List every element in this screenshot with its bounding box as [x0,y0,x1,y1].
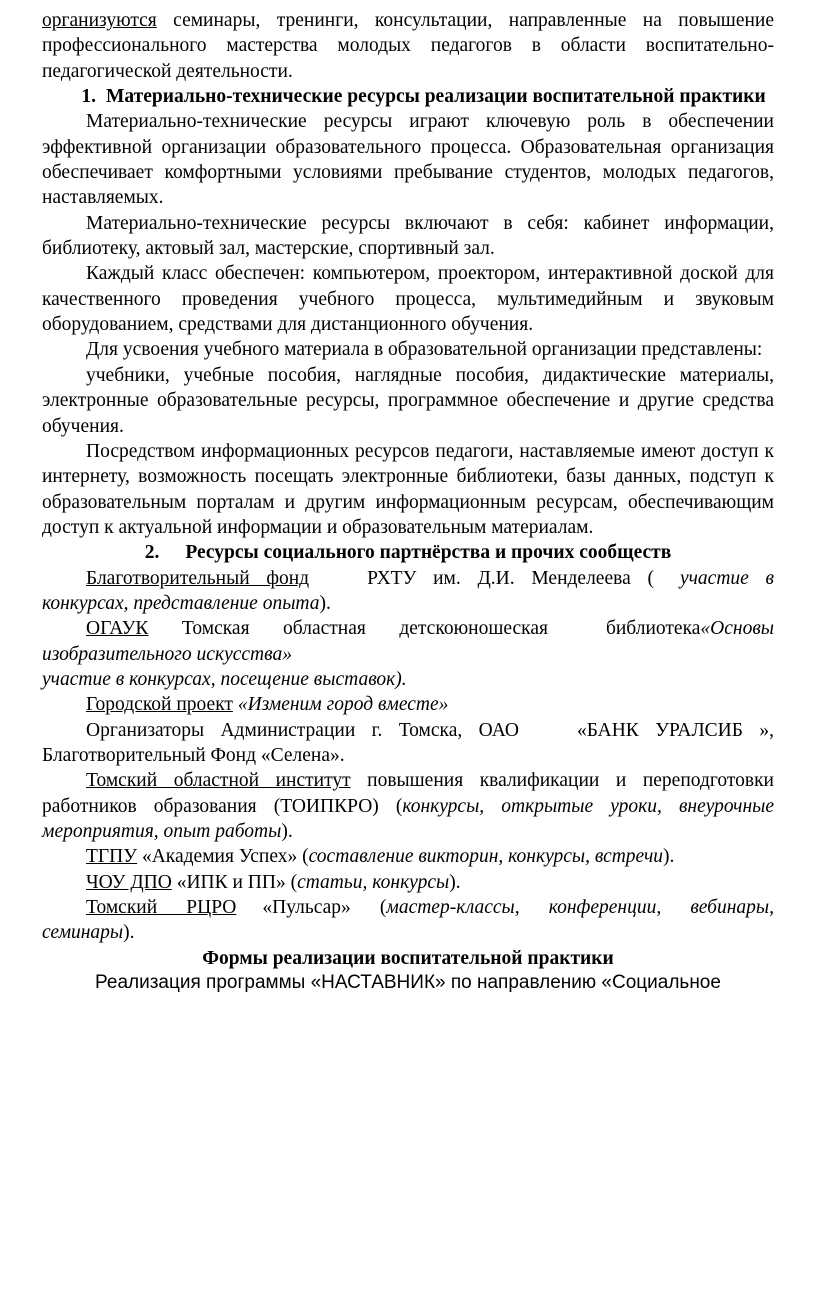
document-body [42,8,774,996]
paragraph-4: Каждый класс обеспечен: компьютером, проектором, интерактивной доской для качественного проведения учебного процесса, мультимедийным и звуковым оборудованием, средствами для дистанционного обучения. [42,263,774,336]
partner-chou-rest: «ИПК и ПП» ( [171,871,298,893]
partner-chou-tail: ). [449,871,461,893]
partner-organizers [42,718,774,769]
partner-library-rest-3: библиотека [605,618,701,640]
partner-city-project-label: Городской проект [86,694,233,716]
heading-2-number: 2. [144,542,160,564]
partner-fund-rest: РХТУ им. Д.И. Менделеева ( [367,567,654,589]
partner-toipkro-activities: конкурсы, открытые уроки, внеурочные мероприятия, опыт работы [42,795,774,842]
partner-chou [42,870,774,895]
partner-rcro-rest: «Пульсар» ( [262,897,387,919]
paragraph-6: учебники, учебные пособия, наглядные пособия, дидактические материалы, электронные образовательные ресурсы, программное обеспечение и другие средства обучения. [42,364,774,437]
partner-library-rest-1: Томская областная детско [181,618,454,640]
paragraph-last: Реализация программы «НАСТАВНИК» по направлению «Социальное [95,972,721,994]
partner-fund-activities: участие в конкурсах, представление опыта [42,567,774,614]
paragraph-3: Материально-технические ресурсы включают в себя: кабинет информации, библиотеку, актовый зал, мастерские, спортивный зал. [42,212,774,260]
partner-fund-tail: ). [319,592,331,614]
partner-fund-name: Благотворительный фонд [86,567,310,589]
partner-chou-name: ЧОУ ДПО [86,871,172,893]
partner-library [42,616,774,667]
partner-toipkro-name: Томский областной институт [86,770,351,792]
partner-library-rest-2: юношеская [453,618,548,640]
partner-rcro-activities: мастер-классы, конференции, вебинары, семинары [42,897,774,944]
partner-chou-activities: статьи, конкурсы [297,871,450,893]
partner-library-activities [42,667,774,692]
partner-library-activities-text: участие в конкурсах, посещение выставок [42,668,396,690]
partner-library-name: ОГАУК [86,618,149,640]
partner-rcro-name: Томский РЦРО [86,897,237,919]
heading-1-text: Материально-технические ресурсы реализации воспитательной практики [106,86,766,108]
heading-2 [42,540,774,565]
partner-tgpu-tail: ). [663,846,675,868]
partner-tgpu-rest: «Академия Успех» ( [137,846,309,868]
partner-fund [42,566,774,617]
partner-library-program: «Основы изобразительного искусства» [42,618,775,665]
partner-tgpu-activities: составление викторин, конкурсы, встречи [308,846,664,868]
paragraph-7: Посредством информационных ресурсов педагоги, наставляемые имеют доступ к интернету, возможность посещать электронные библиотеки, базы данных, подступ к образовательным порталам и другим информационным ресурсам, обеспечивающим доступ к актуальной информации и образовательным материалам. [42,440,774,538]
partner-rcro [42,895,774,946]
partner-city-project [42,692,774,717]
partner-city-project-name: «Изменим город вместе» [237,694,449,716]
underlined-word: организуются [42,10,157,31]
paragraph-2: Материально-технические ресурсы играют ключевую роль в обеспечении эффективной организации образовательного процесса. Образовательная организация обеспечивает комфортными условиями пребывание студентов, молодых педагогов, наставляемых. [42,111,774,209]
partner-tgpu-name: ТГПУ [86,846,138,868]
partner-organizers-2: «БАНК УРАЛСИБ », [576,719,774,741]
partner-tgpu [42,844,774,869]
partner-rcro-tail: ). [123,922,135,944]
partner-library-tail: ). [395,668,407,690]
paragraph-continuation [42,8,774,84]
partner-toipkro-tail: ). [281,821,293,842]
heading-2-text: Ресурсы социального партнёрства и прочих сообществ [185,542,672,564]
partner-organizers-1: Организаторы Администрации г. Томска, ОАО [86,719,519,741]
heading-1 [42,84,774,109]
partner-organizers-3: Благотворительный Фонд «Селена». [42,744,345,766]
paragraph-5: Для усвоения учебного материала в образовательной организации представлены: [86,339,763,361]
partner-toipkro-rest: повышения квалификации и переподготовки работников образования (ТОИПКРО) ( [42,770,774,817]
paragraph-continuation-rest: семинары, тренинги, консультации, направленные на повышение профессионального мастерства молодых педагогов в области воспитательно-педагогической деятельности. [42,10,774,82]
heading-1-number: 1. [81,86,96,108]
heading-3: Формы реализации воспитательной практики [202,947,614,969]
partner-toipkro [42,768,774,844]
